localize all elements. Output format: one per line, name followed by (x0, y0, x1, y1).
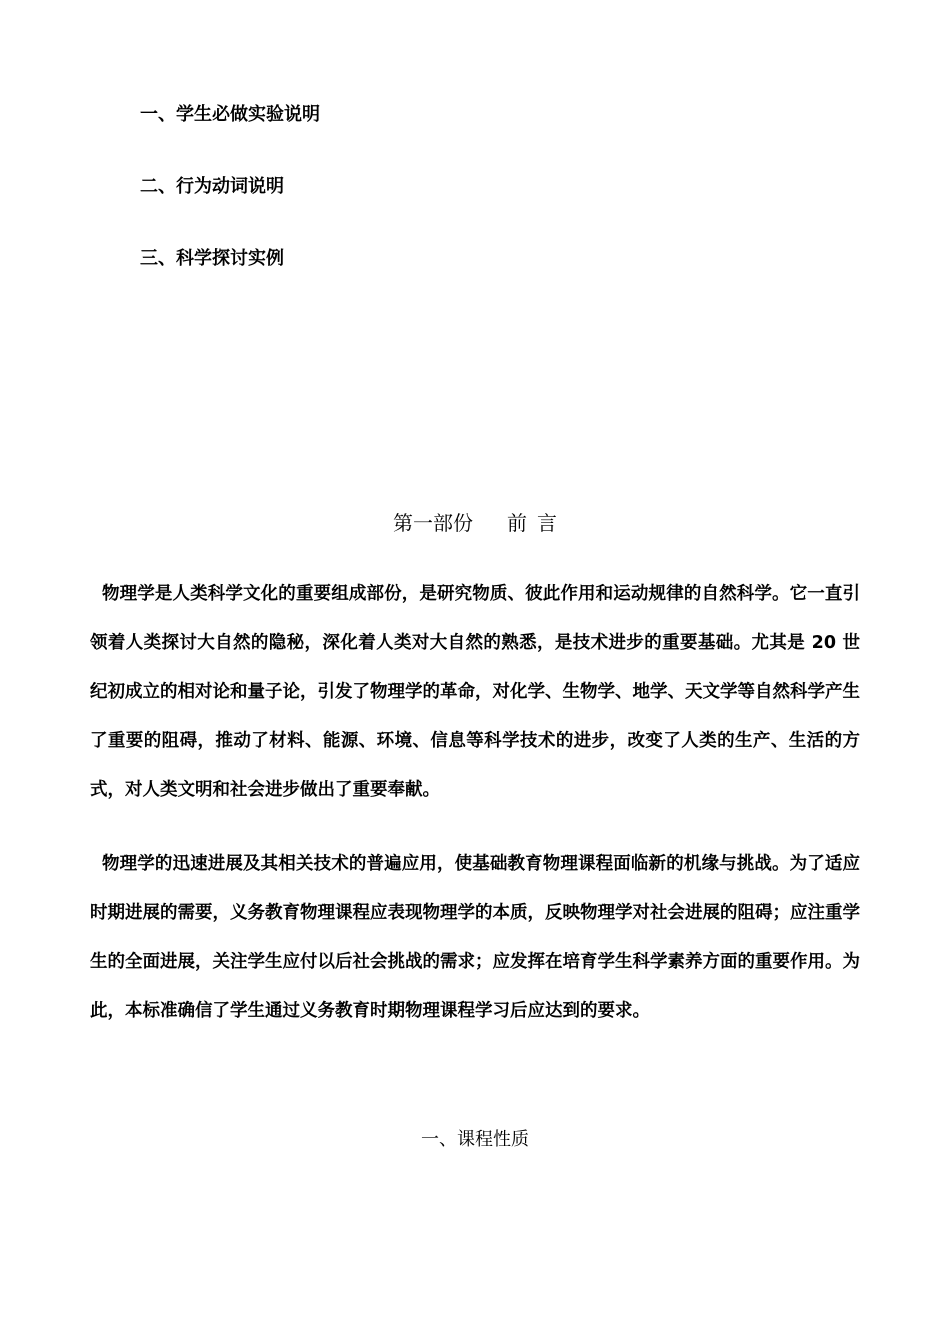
part-title-second-char: 言 (537, 511, 557, 535)
toc-item-examples: 三、科学探讨实例 (140, 248, 284, 269)
paragraph-intro: 物理学是人类科学文化的重要组成部份，是研究物质、彼此作用和运动规律的自然科学。它一直引领着人类探讨大自然的隐秘，深化着人类对大自然的熟悉，是技术进步的重要基础。尤其是 20 世纪初成立的相对论和量子论，引发了物理学的革命，对化学、生物学、地学、天文学等自然科学产生了重要的阻碍，推动了材料、能源、环境、信息等科学技术的进步，改变了人类的生产、生活的方式，对人类文明和社会进步做出了重要奉献。 (90, 584, 860, 800)
paragraph-challenges: 物理学的迅速进展及其相关技术的普遍应用，使基础教育物理课程面临新的机缘与挑战。为了适应时期进展的需要，义务教育物理课程应表现物理学的本质，反映物理学对社会进展的阻碍；应注重学生的全面进展，关注学生应付以后社会挑战的需求；应发挥在培育学生科学素养方面的重要作用。为此，本标准确信了学生通过义务教育时期物理课程学习后应达到的要求。 (90, 854, 860, 1021)
toc-item-verbs: 二、行为动词说明 (140, 176, 284, 197)
part-title-first-char: 前 (507, 511, 527, 535)
toc-item-experiments: 一、学生必做实验说明 (140, 104, 320, 125)
part-title (0, 507, 950, 536)
part-label: 第一部份 (393, 511, 473, 535)
subsection-title-course-nature: 一、课程性质 (421, 1129, 529, 1150)
